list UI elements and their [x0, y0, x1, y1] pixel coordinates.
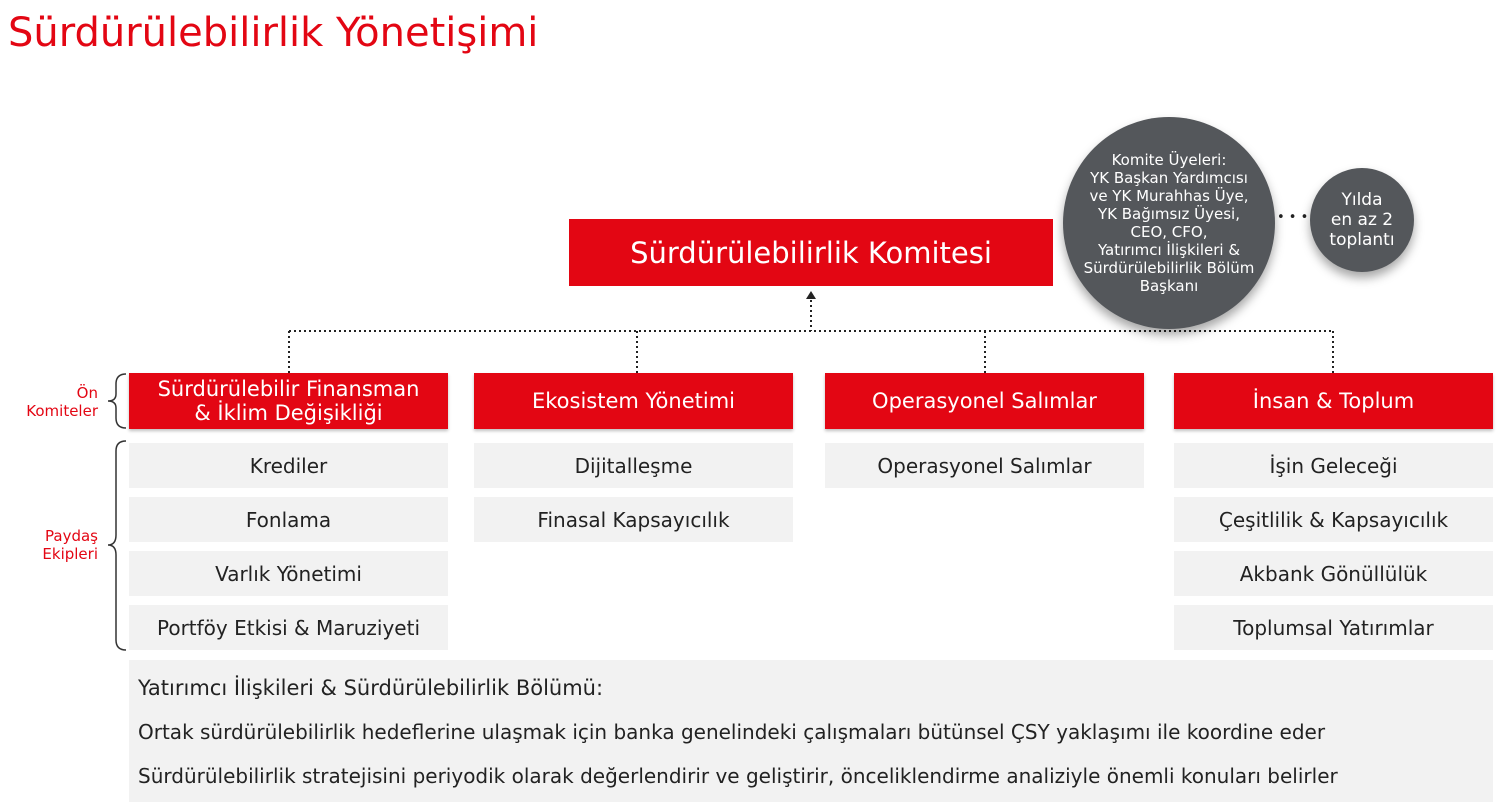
pre-committee-sustainable-finance: Sürdürülebilir Finansman & İklim Değişikliği	[129, 373, 448, 429]
team-item: Finasal Kapsayıcılık	[474, 497, 793, 542]
meeting-frequency-text	[1329, 190, 1394, 250]
team-item: Krediler	[129, 443, 448, 488]
team-item: Varlık Yönetimi	[129, 551, 448, 596]
pre-committee-ecosystem: Ekosistem Yönetimi	[474, 373, 793, 429]
team-item: Operasyonel Salımlar	[825, 443, 1144, 488]
team-item: Akbank Gönüllülük	[1174, 551, 1493, 596]
department-line: Sürdürülebilirlik stratejisini periyodik olarak değerlendirir ve geliştirir, önceliklendirme analiziyle önemli konuları belirler	[138, 764, 1338, 788]
team-item: Dijitalleşme	[474, 443, 793, 488]
sustainability-committee-label: Sürdürülebilirlik Komitesi	[630, 235, 992, 270]
team-item: Çeşitlilik & Kapsayıcılık	[1174, 497, 1493, 542]
department-line: Ortak sürdürülebilirlik hedeflerine ulaşmak için banka genelindeki çalışmaları bütünsel ÇSY yaklaşımı ile koordine eder	[138, 720, 1326, 744]
brace-pre-committees	[108, 374, 126, 428]
department-heading: Yatırımcı İlişkileri & Sürdürülebilirlik Bölümü:	[138, 676, 604, 700]
department-panel	[129, 660, 1493, 802]
meeting-line: en az 2	[1330, 210, 1394, 230]
meeting-line: toplantı	[1329, 230, 1395, 250]
pre-committee-people-society: İnsan & Toplum	[1174, 373, 1493, 429]
members-line: YK Bağımsız Üyesi,	[1097, 205, 1240, 223]
members-line: Sürdürülebilirlik Bölüm	[1083, 259, 1255, 277]
committee-members-circle	[1063, 117, 1275, 329]
ellipsis-dots: • • •	[1277, 210, 1309, 225]
committee-members-text	[1084, 151, 1255, 295]
team-item: Fonlama	[129, 497, 448, 542]
brace-stakeholder-teams	[108, 441, 126, 650]
members-line: ve YK Murahhas Üye,	[1089, 187, 1249, 205]
members-line: YK Başkan Yardımcısı	[1090, 169, 1248, 187]
page-title: Sürdürülebilirlik Yönetişimi	[8, 10, 539, 56]
members-line: Yatırımcı İlişkileri &	[1097, 241, 1241, 259]
pre-committee-operational-emissions: Operasyonel Salımlar	[825, 373, 1144, 429]
sustainability-committee-box	[569, 219, 1053, 286]
meeting-frequency-circle	[1310, 168, 1414, 272]
team-item: Toplumsal Yatırımlar	[1174, 605, 1493, 650]
stakeholder-teams-label: Paydaş Ekipleri	[42, 527, 98, 563]
meeting-line: Yılda	[1341, 190, 1383, 210]
members-line: Komite Üyeleri:	[1111, 151, 1227, 169]
pre-committees-label: Ön Komiteler	[26, 384, 98, 420]
team-item: Portföy Etkisi & Maruziyeti	[129, 605, 448, 650]
team-item: İşin Geleceği	[1174, 443, 1493, 488]
members-line: Başkanı	[1139, 277, 1199, 295]
connector-arrowhead	[806, 291, 816, 299]
members-line: CEO, CFO,	[1130, 223, 1208, 241]
